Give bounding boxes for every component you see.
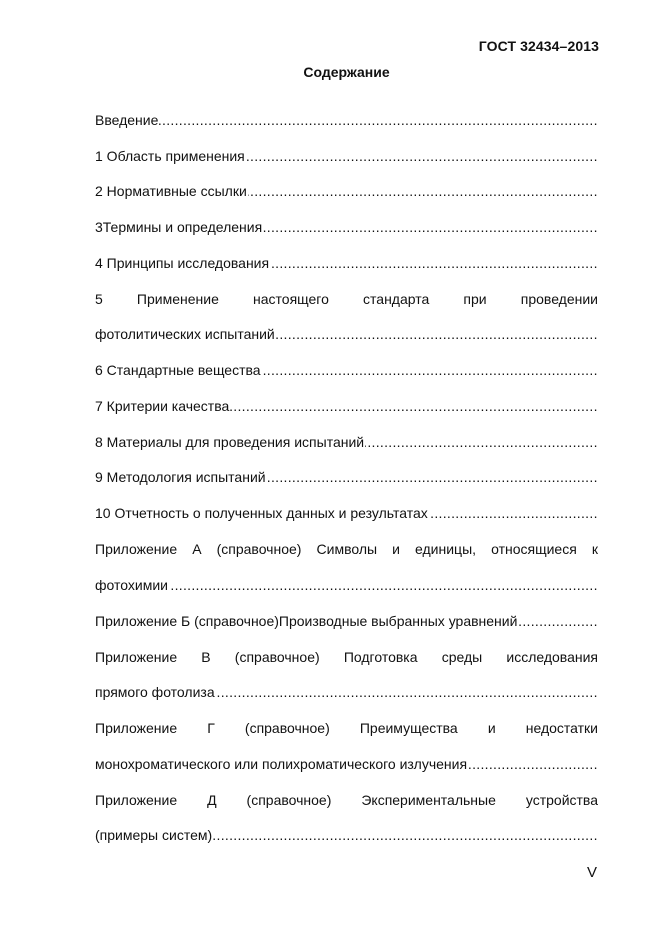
toc-entry-reference-substances[interactable]: 6 Стандартные вещества ..... [95, 360, 598, 380]
toc-entry-appendix-v-line1[interactable]: Приложение В (справочное) Подготовка среды исследования [95, 649, 598, 665]
standard-code: ГОСТ 32434–2013 [478, 38, 599, 54]
toc-entry-materials[interactable]: 8 Материалы для проведения испытаний ..... [95, 432, 598, 452]
toc-entry-terms[interactable]: 3Термины и определения ..... [95, 217, 598, 237]
toc-entry-appendix-b[interactable]: Приложение Б (справочное)Производные выбранных уравнений ..... [95, 611, 598, 631]
toc-entry-appendix-g-line2[interactable]: монохроматического или полихроматического излучения ..... [95, 754, 598, 774]
toc-entry-reporting[interactable]: 10 Отчетность о полученных данных и результатах ..... [95, 503, 598, 523]
toc-entry-application-line2[interactable]: фотолитических испытаний ..... [95, 324, 598, 344]
toc-entry-appendix-d-line1[interactable]: Приложение Д (справочное) Экспериментальные устройства [95, 792, 598, 808]
toc-entry-principles[interactable]: 4 Принципы исследования ..... [95, 253, 598, 273]
toc-entry-appendix-a-line1[interactable]: Приложение А (справочное) Символы и единицы, относящиеся к [95, 541, 598, 557]
toc-entry-methodology[interactable]: 9 Методология испытаний ..... [95, 467, 598, 487]
toc-entry-introduction[interactable]: Введение ..... [95, 110, 598, 130]
toc-title: Содержание [303, 64, 390, 80]
toc-entry-appendix-a-line2[interactable]: фотохимии ..... [95, 575, 598, 595]
toc-entry-appendix-d-line2[interactable]: (примеры систем) ..... [95, 825, 598, 845]
toc-entry-appendix-v-line2[interactable]: прямого фотолиза ..... [95, 682, 598, 702]
page-number: V [586, 864, 597, 881]
toc-entry-scope[interactable]: 1 Область применения ..... [95, 146, 598, 166]
toc-entry-application-line1[interactable]: 5 Применение настоящего стандарта при проведении [95, 291, 598, 307]
toc-entry-quality-criteria[interactable]: 7 Критерии качества ..... [95, 396, 598, 416]
toc-entry-normative-references[interactable]: 2 Нормативные ссылки ..... [95, 181, 598, 201]
toc-entry-appendix-g-line1[interactable]: Приложение Г (справочное) Преимущества и недостатки [95, 720, 598, 736]
